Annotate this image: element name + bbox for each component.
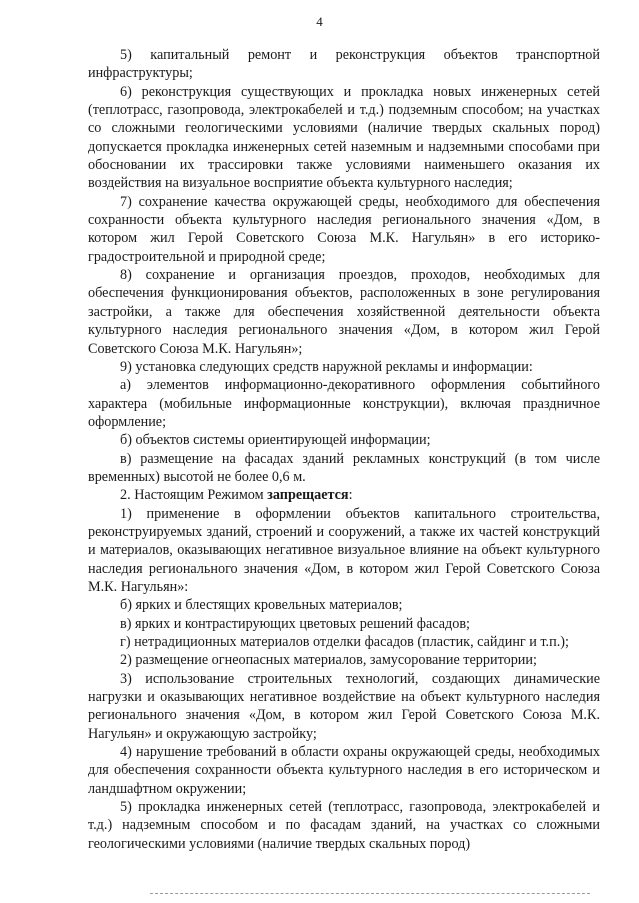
paragraph-item-8: 8) сохранение и организация проездов, проходов, необходимых для обеспечения функционирования объектов, расположенных в зоне регулирования застройки, а также для обеспечения хозяйственной деятельности объекта культурного наследия регионального значения «Дом, в котором жил Герой Советского Союза М.К. Нагульян»; [88, 267, 600, 357]
prohibition-item-2: 2) размещение огнеопасных материалов, замусорование территории; [120, 652, 537, 669]
paragraph-item-6: 6) реконструкция существующих и прокладка новых инженерных сетей (теплотрасс, газопровода, электрокабелей и т.д.) подземным способом; на участках со сложными геологическими условиями (наличие твердых скальных пород) допускается прокладка инженерных сетей наземным и надземными способами при обосновании их трассировки также условиями наименьшего оказания их воздействия на визуальное восприятие объекта культурного наследия; [88, 83, 600, 192]
prohibition-item-1b: б) ярких и блестящих кровельных материалов; [120, 597, 403, 614]
prohibition-item-4: 4) нарушение требований в области охраны окружающей среды, необходимых для обеспечения сохранности объекта культурного наследия в его историческом и ландшафтном окружении; [88, 744, 600, 797]
section-2-heading [88, 486, 600, 504]
prohibition-item-5: 5) прокладка инженерных сетей (теплотрасс, газопровода, электрокабелей и т.д.) надземным способом и по фасадам зданий, на участках со сложными геологическими условиями (наличие твердых скальных пород) [88, 799, 600, 852]
section-2-emphasis: запрещается [267, 487, 349, 504]
paragraph-item-9a: а) элементов информационно-декоративного оформления событийного характера (мобильные информационные конструкции), включая праздничное оформление; [88, 377, 600, 430]
page-bottom-rule [150, 893, 590, 894]
prohibition-item-3: 3) использование строительных технологий, создающих динамические нагрузки и оказывающих негативное воздействие на объект культурного наследия регионального значения «Дом, в котором жил Герой Советского Союза М.К. Нагульян» и окружающую застройку; [88, 670, 600, 742]
section-2-lead: 2. Настоящим Режимом [120, 487, 268, 504]
page-number: 4 [316, 14, 323, 29]
paragraph-item-9b: б) объектов системы ориентирующей информации; [120, 432, 431, 449]
paragraph-item-9: 9) установка следующих средств наружной рекламы и информации: [120, 358, 533, 375]
section-2-tail: : [348, 487, 353, 504]
prohibition-item-1v: в) ярких и контрастирующих цветовых решений фасадов; [120, 615, 470, 632]
paragraph-item-7: 7) сохранение качества окружающей среды, необходимого для обеспечения сохранности объекта культурного наследия регионального значения «Дом, в котором жил Герой Советского Союза М.К. Нагульян» в его историко-градостроительной и природной среде; [88, 193, 600, 265]
prohibition-item-1g: г) нетрадиционных материалов отделки фасадов (пластик, сайдинг и т.п.); [120, 634, 569, 650]
document-body [88, 46, 600, 853]
paragraph-item-5: 5) капитальный ремонт и реконструкция объектов транспортной инфраструктуры; [88, 47, 600, 82]
prohibition-item-1: 1) применение в оформлении объектов капитального строительства, реконструируемых зданий, строений и сооружений, а также их частей конструкций и материалов, оказывающих негативное визуальное влияние на объект культурного наследия регионального значения «Дом, в котором жил Герой Советского Союза М.К. Нагульян»: [88, 505, 600, 595]
paragraph-item-9v: в) размещение на фасадах зданий рекламных конструкций (в том числе временных) высотой не более 0,6 м. [88, 450, 600, 485]
